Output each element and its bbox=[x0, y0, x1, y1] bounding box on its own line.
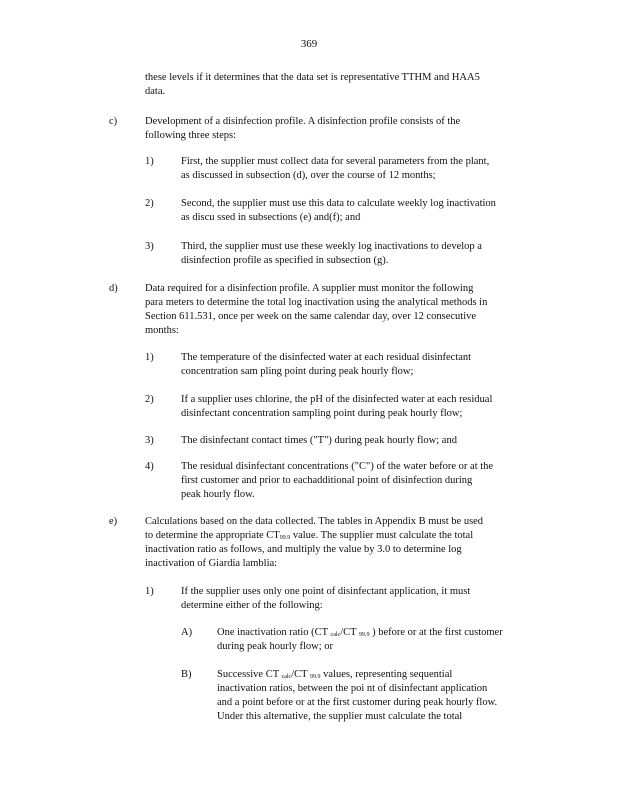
text-fragment: to determine the appropriate CT bbox=[145, 530, 280, 541]
text-line: Data required for a disinfection profile. A supplier must monitor the following bbox=[145, 283, 474, 294]
text-line: The temperature of the disinfected water at each residual disinfectant bbox=[181, 352, 472, 363]
subitem-text bbox=[217, 626, 503, 654]
text-line: Development of a disinfection profile. A disinfection profile consists of the bbox=[145, 116, 461, 127]
text-line: inactivation of Giardia lamblia: bbox=[145, 558, 278, 569]
text-line: Calculations based on the data collected. The tables in Appendix B must be used bbox=[145, 516, 484, 527]
section-d-text bbox=[145, 282, 487, 338]
text-line: Under this alternative, the supplier must calculate the total bbox=[217, 711, 463, 722]
text-fragment: /CT bbox=[340, 627, 357, 638]
text-line: The residual disinfectant concentrations ("C") of the water before or at the bbox=[181, 461, 494, 472]
item-text bbox=[181, 585, 470, 613]
text-line: If the supplier uses only one point of disinfectant application, it must bbox=[181, 586, 471, 597]
item-label: 3) bbox=[145, 435, 154, 446]
item-label: 3) bbox=[145, 241, 154, 252]
subitem-label: A) bbox=[181, 627, 193, 638]
text-line: peak hourly flow. bbox=[181, 489, 255, 500]
text-line: data. bbox=[145, 86, 166, 97]
text-fragment: /CT bbox=[291, 669, 308, 680]
text-line: these levels if it determines that the data set is representative TTHM and HAA5 bbox=[145, 72, 480, 83]
text-line: Section 611.531, once per week on the same calendar day, over 12 consecutive bbox=[145, 311, 477, 322]
item-label: 2) bbox=[145, 198, 154, 209]
item-text bbox=[181, 460, 493, 502]
subscript: calc bbox=[281, 674, 292, 680]
section-e-text bbox=[145, 515, 483, 571]
text-line: Third, the supplier must use these weekly log inactivations to develop a bbox=[181, 241, 482, 252]
text-line: determine either of the following: bbox=[181, 600, 323, 611]
subscript: 99.9 bbox=[310, 674, 321, 680]
text-fragment: values, representing sequential bbox=[323, 669, 453, 680]
subscript: 99.9 bbox=[279, 535, 291, 541]
text-line: and a point before or at the first customer during peak hourly flow. bbox=[217, 697, 498, 708]
text-line: months: bbox=[145, 325, 179, 336]
text-line: para meters to determine the total log inactivation using the analytical methods in bbox=[145, 297, 488, 308]
item-text bbox=[181, 155, 489, 183]
section-label-c: c) bbox=[109, 116, 118, 127]
section-c-text bbox=[145, 115, 460, 143]
item-text bbox=[181, 351, 471, 379]
text-line: inactivation ratios, between the poi nt of disinfectant application bbox=[217, 683, 488, 694]
section-label-e: e) bbox=[109, 516, 118, 527]
text-line: first customer and prior to eachadditional point of disinfection during bbox=[181, 475, 473, 486]
text-line: concentration sam pling point during peak hourly flow; bbox=[181, 366, 414, 377]
item-label: 2) bbox=[145, 394, 154, 405]
text-fragment: value. The supplier must calculate the total bbox=[292, 530, 474, 541]
text-line: during peak hourly flow; or bbox=[217, 641, 334, 652]
text-line: following three steps: bbox=[145, 130, 236, 141]
page-number: 369 bbox=[300, 38, 318, 50]
text-line: If a supplier uses chlorine, the pH of the disinfected water at each residual bbox=[181, 394, 493, 405]
item-text bbox=[181, 393, 492, 421]
item-label: 4) bbox=[145, 461, 154, 472]
item-text bbox=[181, 197, 496, 225]
subitem-text bbox=[217, 668, 497, 724]
text-fragment: Successive CT bbox=[217, 669, 279, 680]
item-label: 1) bbox=[145, 352, 154, 363]
item-text bbox=[181, 240, 482, 268]
section-label-d: d) bbox=[109, 283, 118, 294]
text-line: disinfection profile as specified in subsection (g). bbox=[181, 255, 389, 266]
text-fragment: One inactivation ratio (CT bbox=[217, 627, 328, 638]
text-line: as discussed in subsection (d), over the course of 12 months; bbox=[181, 170, 436, 181]
text-line: The disinfectant contact times ("T") during peak hourly flow; and bbox=[181, 435, 457, 446]
item-text bbox=[181, 434, 457, 448]
text-line: First, the supplier must collect data for several parameters from the plant, bbox=[181, 156, 490, 167]
text-line: as discu ssed in subsections (e) and(f); and bbox=[181, 212, 361, 223]
text-line: Second, the supplier must use this data to calculate weekly log inactivation bbox=[181, 198, 496, 209]
text-line: disinfectant concentration sampling point during peak hourly flow; bbox=[181, 408, 463, 419]
text-line bbox=[217, 626, 503, 640]
text-line bbox=[217, 668, 497, 682]
subscript: calc bbox=[330, 632, 341, 638]
intro-paragraph bbox=[145, 71, 480, 99]
text-line: inactivation ratio as follows, and multiply the value by 3.0 to determine log bbox=[145, 544, 462, 555]
text-line bbox=[145, 529, 483, 543]
item-label: 1) bbox=[145, 586, 154, 597]
text-fragment: ) before or at the first customer bbox=[372, 627, 503, 638]
item-label: 1) bbox=[145, 156, 154, 167]
subitem-label: B) bbox=[181, 669, 192, 680]
subscript: 99.9 bbox=[358, 632, 370, 638]
